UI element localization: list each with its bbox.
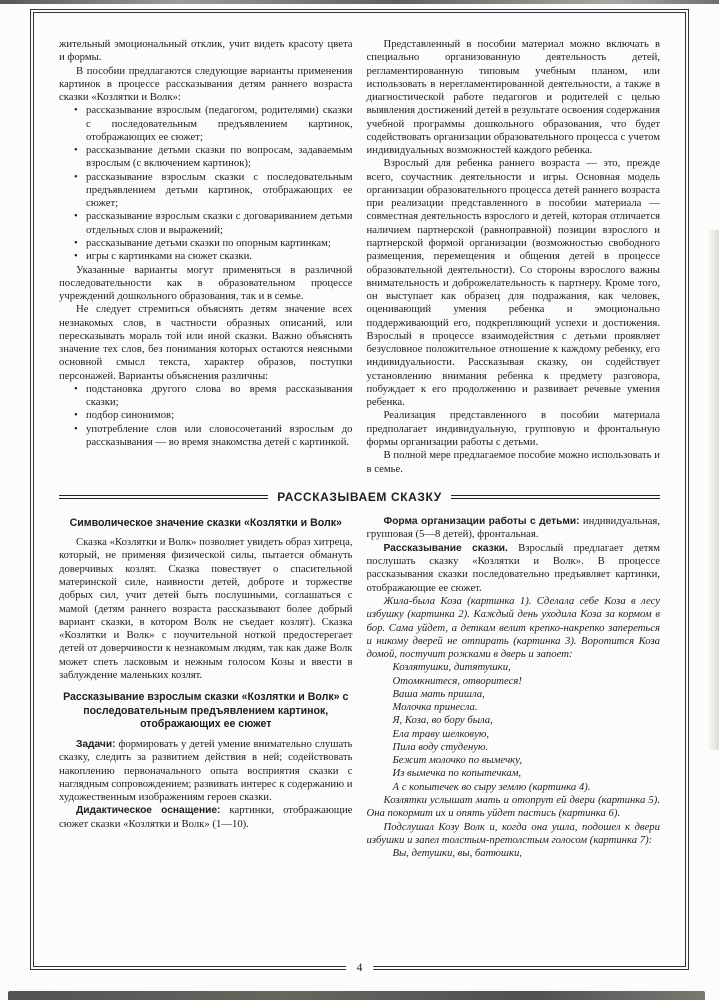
header-rule-left: [59, 495, 268, 499]
tale-paragraph: Жила-была Коза (картинка 1). Сделала себе Коза в лесу избушку (картинка 2). Каждый день уходила Коза за кормом в бор. Сама уйдет, а деткам велит крепко-накрепко запереться и никому дверей не отпирать (картинка 3). Воротится Коза домой, постучит рожками в дверь и запоет:: [366, 594, 660, 661]
list-item: • подбор синонимов;: [59, 409, 353, 422]
paragraph: Не следует стремиться объяснять детям значение всех незнакомых слов, в частности образных описаний, или пересказывать мораль той или иной сказки. Важно объяснять значение тех слов, без понимания которых остаются неясными основной смысл текста, характер образов, поступки персонажей. Варианты объяснения различны:: [59, 303, 353, 382]
page-content: [59, 38, 660, 860]
paragraph-equipment: [59, 804, 353, 831]
scan-artifact-bottom: [8, 991, 705, 1000]
paragraph: В пособии предлагаются следующие варианты применения картинок в процессе рассказывания детям раннего возраста сказки «Козлятки и Волк»:: [59, 64, 353, 104]
story-right-column: [367, 515, 661, 861]
list-item: • рассказывание взрослым сказки с договариванием детьми отдельных слов и выражений;: [59, 210, 353, 237]
header-rule-right: [451, 495, 660, 499]
form-text: индивидуальная, групповая (5—8 детей), фронтальная.: [366, 514, 660, 541]
run-in-label-form: Форма организации работы с детьми:: [383, 515, 580, 527]
subsection-heading-symbolic: Символическое значение сказки «Козлятки и Волк»: [69, 516, 342, 529]
goat-song-verse: [367, 661, 661, 794]
paragraph-tasks: [59, 738, 353, 805]
paragraph: Реализация представленного в пособии материала предполагает индивидуальную, групповую и фронтальную формы организации работы с детьми.: [366, 409, 660, 448]
run-in-label-equipment: Дидактическое оснащение:: [76, 805, 221, 817]
paragraph: Представленный в пособии материал можно включать в специально организованную деятельность детей, регламентированную типовым учебным планом, или использовать в нерегламентированной деятельности, а также в диагностической работе педагогов и родителей с целью выявления достижений детей в результате освоения содержания учебной программы дошкольного образования, что будет содействовать организации образовательного процесса с учетом индивидуальных возможностей каждого ребенка.: [366, 38, 660, 157]
page-number: 4: [346, 961, 374, 976]
intro-left-column: [59, 38, 353, 476]
list-item: • рассказывание взрослым (педагогом, родителями) сказки с последовательным предъявлением картинок, отображающих ее сюжет;: [59, 104, 353, 144]
verse-line: Ела траву шелковую,: [392, 727, 490, 740]
wolf-song-verse: [367, 847, 661, 860]
paragraph-telling: [367, 542, 661, 595]
tale-paragraph: Подслушал Козу Волк и, когда она ушла, подошел к двери избушки и запел толстым-претолстым голосом (картинка 7):: [366, 820, 660, 846]
tasks-text: формировать у детей умение внимательно слушать сказку, следить за развитием действия в ней; содействовать накоплению первоначального опыта восприятия сказки с наглядным сопровождением; развивать интерес к содержанию и художественным изображениям героев сказки.: [59, 737, 353, 804]
verse-line: Ваша мать пришла,: [392, 687, 485, 700]
scan-artifact-right: [707, 230, 719, 750]
usage-variants-list: [59, 104, 353, 263]
verse-line: Бежит молочко по вымечку,: [392, 754, 523, 767]
list-item: • употребление слов или словосочетаний взрослым до рассказывания — во время знакомства детей с картинкой.: [59, 423, 353, 450]
verse-line: Я, Коза, во бору была,: [392, 714, 493, 727]
run-in-label-telling: Рассказывание сказки.: [383, 542, 508, 554]
list-item: • рассказывание взрослым сказки с последовательным предъявлением детьми картинок, отображающих ее сюжет;: [59, 171, 353, 211]
paragraph: Указанные варианты могут применяться в различной последовательности как в образовательном процессе учреждений дошкольного образования, так и в семье.: [59, 263, 353, 303]
subsection-heading-telling: Рассказывание взрослым сказки «Козлятки и Волк» с последовательным предъявлением картинок, отображающих ее сюжет: [63, 691, 349, 731]
section-title: РАССКАЗЫВАЕМ СКАЗКУ: [277, 489, 442, 504]
story-left-column: [59, 515, 353, 861]
verse-line: Отомкнитеся, отворитеся!: [392, 674, 522, 687]
telling-text: Взрослый предлагает детям послушать сказку «Козлятки и Волк». В процессе рассказывания сказки последовательно предъявляет картинки, отображающие ее сюжет.: [366, 541, 660, 594]
run-in-label-tasks: Задачи:: [76, 738, 116, 750]
story-columns: [59, 515, 660, 861]
verse-line: Пила воду студеную.: [392, 740, 489, 753]
list-item: • игры с картинками на сюжет сказки.: [59, 250, 353, 263]
verse-line: Из вымечка по копытечкам,: [392, 767, 522, 780]
paragraph: жительный эмоциональный отклик, учит видеть красоту цвета и формы.: [59, 38, 353, 64]
tale-paragraph: Козлятки услышат мать и отопрут ей двери (картинка 5). Она покормит их и опять уйдет пастись (картинка 6).: [366, 793, 660, 820]
paragraph-form: [367, 515, 661, 542]
verse-line: А с копытечек во сыру землю (картинка 4).: [392, 780, 591, 793]
explanation-variants-list: [59, 383, 353, 449]
verse-line: Вы, детушки, вы, батюшки,: [392, 847, 522, 860]
list-item: • рассказывание детьми сказки по вопросам, задаваемым взрослым (с включением картинок);: [59, 144, 353, 171]
verse-line: Молочка принесла.: [392, 701, 478, 714]
verse-line: Козлятушки, дитятушки,: [392, 661, 511, 674]
paragraph: В полной мере предлагаемое пособие можно использовать и в семье.: [366, 449, 660, 475]
scan-artifact-top: [0, 0, 719, 4]
list-item: • рассказывание детьми сказки по опорным картинкам;: [59, 237, 353, 250]
paragraph: Взрослый для ребенка раннего возраста — это, прежде всего, соучастник деятельности и игры. Основная модель организации образовательного процесса детей раннего возраста при реализации представленного в пособии материала — совместная деятельность взрослого и детей, которая отличается наличием партнерской (равноправной) позиции взрослого и партнерской формой организации (возможностью свободного размещения, перемещения и общения детей в процессе образовательной деятельности). Со стороны взрослого важны внимательность и доброжелательность к партнеру. Кроме того, он выступает как образец для подражания, как человек, оценивающий умения ребенка и эмоционально поддерживающий его, подкрепляющий успехи и достижения. Взрослый в процессе взаимодействия с детьми проявляет безусловное положительное отношение к каждому ребенку, его индивидуальности. Рассказывая сказку, он содействует установлению внимания ребенка к предмету разговора, побуждает к его продолжению и развивает речевые умения ребенка.: [366, 157, 660, 409]
intro-right-column: [367, 38, 661, 476]
list-item: • подстановка другого слова во время рассказывания сказки;: [59, 383, 353, 410]
equipment-text: картинки, отображающие сюжет сказки «Козлятки и Волк» (1—10).: [59, 804, 353, 831]
intro-columns: [59, 38, 660, 476]
section-header: [59, 490, 660, 505]
paragraph: Сказка «Козлятки и Волк» позволяет увидеть образ хитреца, который, не применяя физической силы, пытается обмануть доверчивых козлят. Сказка повествует о спасительной материнской силе, наивности детей, доброте и торжестве добрых сил, учит детей быть послушными, соглашаться с мамой (детям раннего возраста рассказывают более добрый вариант сказки, в котором Волк не съедает козлят). Сказка «Козлятки и Волк» с поучительной ноткой предостерегает детей от доверчивости к незнакомым людям, так как даже Волк может спеть ласковым и нежным голосом Козы и ввести в заблуждение маленьких козлят.: [59, 536, 353, 681]
